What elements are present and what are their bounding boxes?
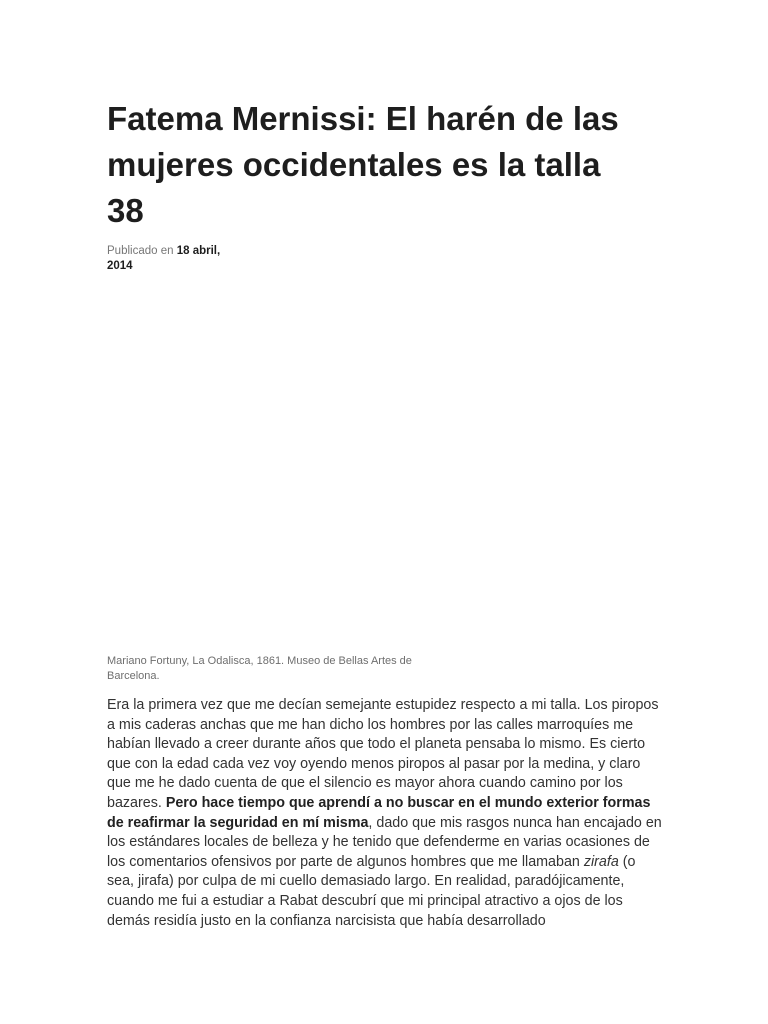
paragraph-emphasis: Pero hace tiempo que aprendí a no buscar en el mundo exterior formas de reafirmar la seguridad en mí misma — [107, 794, 651, 831]
article-image — [107, 286, 437, 641]
image-caption: Mariano Fortuny, La Odalisca, 1861. Museo de Bellas Artes de Barcelona. — [107, 655, 412, 682]
article-paragraph — [107, 696, 663, 931]
published-label: Publicado en — [107, 245, 177, 257]
paragraph-text-1: Era la primera vez que me decían semejante estupidez respecto a mi talla. Los piropos a mis caderas anchas que me han dicho los hombres por las calles marroquíes me habían llevado a creer durante años que todo el planeta pensaba lo mismo. Es cierto que con la edad cada vez voy oyendo menos piropos al pasar por la medina, y claro que me he dado cuenta de que el silencio es mayor ahora cuando camino por los bazares. — [107, 697, 659, 811]
paragraph-text-2: , dado que mis rasgos nunca han encajado en los estándares locales de belleza y he tenido que defenderme en varias ocasiones de los comentarios ofensivos por parte de algunos hombres que me llamaban — [107, 814, 662, 870]
paragraph-text-3: (o sea, jirafa) por culpa de mi cuello demasiado largo. En realidad, paradójicamente, cuando me fui a estudiar a Rabat descubrí que mi principal atractivo a ojos de los demás residía justo en la confianza narcisista que había desarrollado — [107, 853, 636, 929]
post-meta — [107, 244, 237, 274]
published-date[interactable]: 18 abril, 2014 — [107, 245, 221, 272]
paragraph-italic: zirafa — [583, 853, 619, 870]
article-title: Fatema Mernissi: El harén de las mujeres occidentales es la talla 38 — [107, 100, 619, 229]
